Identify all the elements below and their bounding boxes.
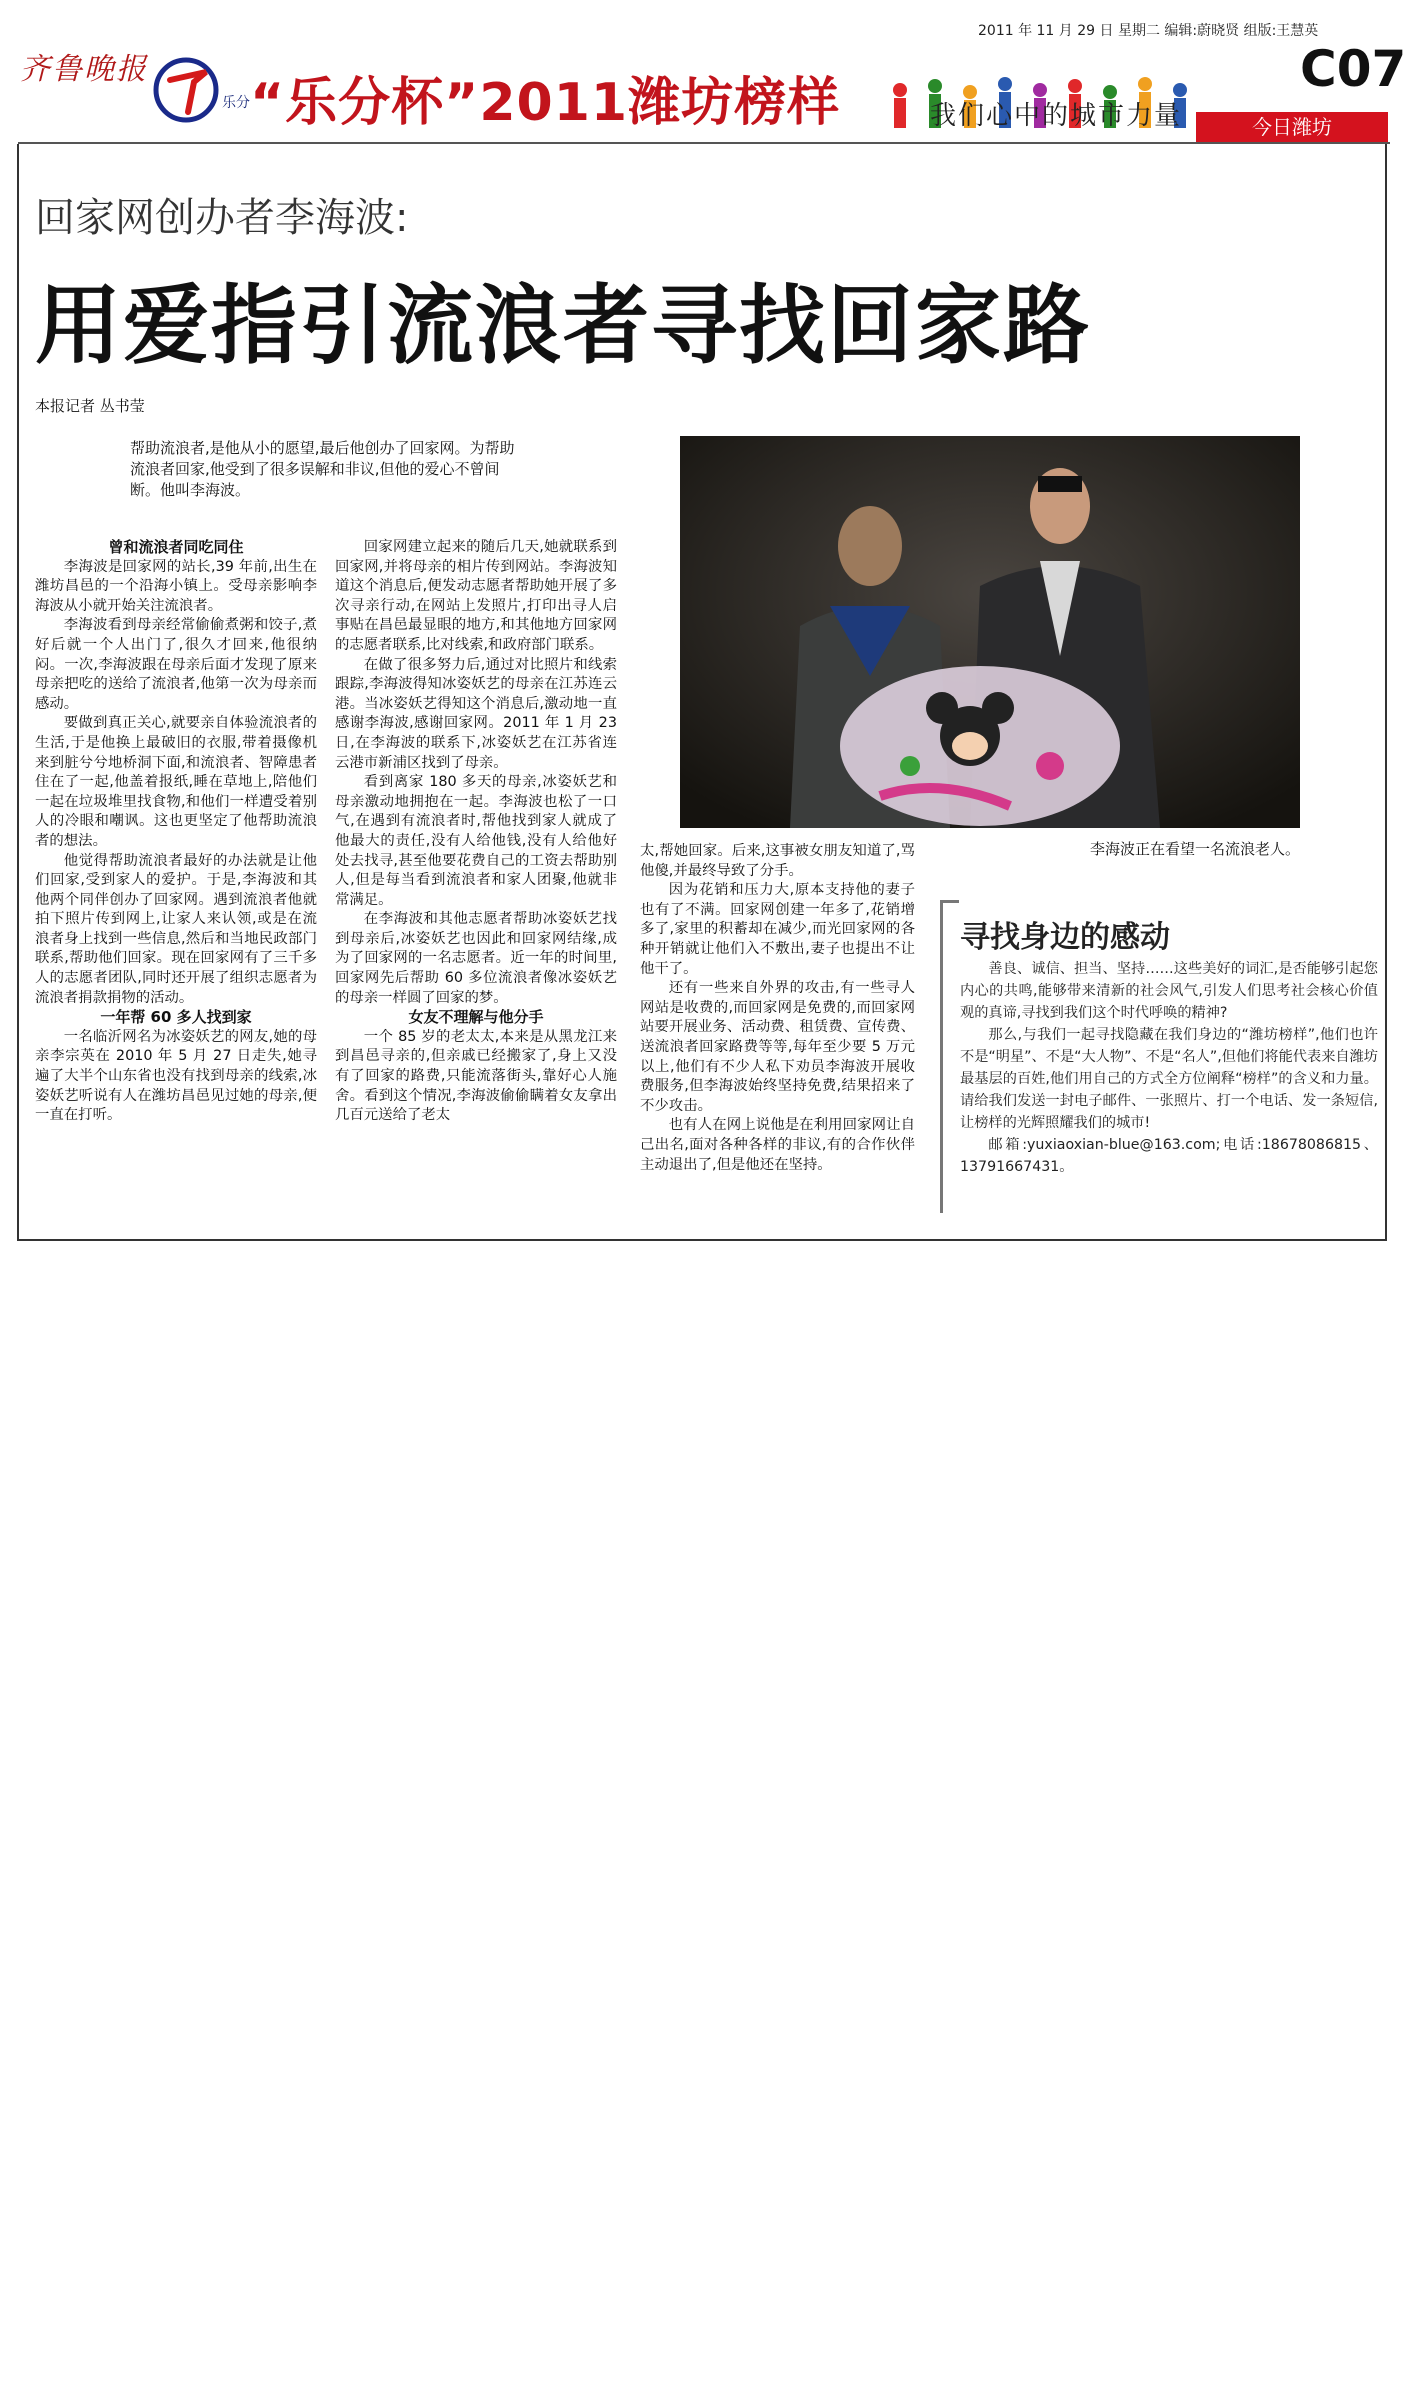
lead-paragraph: 帮助流浪者,是他从小的愿望,最后他创办了回家网。为帮助流浪者回家,他受到了很多误解和非议,但他的爱心不曾间断。他叫李海波。	[130, 439, 515, 499]
subheading: 曾和流浪者同吃同住	[108, 538, 244, 556]
article-column-3	[640, 842, 915, 1175]
paragraph: 那么,与我们一起寻找隐藏在我们身边的“潍坊榜样”,他们也许不是“明星”、不是“大人物”、不是“名人”,但他们将能代表来自潍坊最基层的百姓,他们用自己的方式全方位阐释“榜样”的含义和力量。请给我们发送一封电子邮件、一张照片、打一个电话、发一条短信,让榜样的光辉照耀我们的城市!	[960, 1027, 1378, 1131]
paragraph: 太,帮她回家。后来,这事被女朋友知道了,骂他傻,并最终导致了分手。	[640, 843, 915, 879]
paragraph: 他觉得帮助流浪者最好的办法就是让他们回家,受到家人的爱护。于是,李海波和其他两个同伴创办了回家网。遇到流浪者他就拍下照片传到网上,让家人来认领,或是在流浪者身上找到一些信息,然后和当地民政部门联系,帮助他们回家。现在回家网有了三千多人的志愿者团队,同时还开展了组织志愿者为流浪者捐款捐物的活动。	[35, 852, 317, 1006]
contact-info: 邮箱:yuxiaoxian-blue@163.com;电话:18678086815、13791667431。	[960, 1137, 1378, 1175]
kicker: 回家网创办者李海波:	[35, 195, 409, 241]
paragraph: 回家网建立起来的随后几天,她就联系到回家网,并将母亲的相片传到网站。李海波知道这个消息后,便发动志愿者帮助她开展了多次寻亲行动,在网站上发照片,打印出寻人启事贴在昌邑最显眼的地方,和其他地方回家网的志愿者联系,比对线索,和政府部门联系。	[335, 539, 617, 653]
dateline: 2011 年 11 月 29 日 星期二 编辑:蔚晓贤 组版:王慧英	[978, 23, 1319, 39]
paragraph: 李海波是回家网的站长,39 年前,出生在潍坊昌邑的一个沿海小镇上。受母亲影响李海波从小就开始关注流浪者。	[35, 558, 317, 614]
paragraph: 因为花销和压力大,原本支持他的妻子也有了不满。回家网创建一年多了,花销增多了,家里的积蓄却在减少,而光回家网的各种开销就让他们入不敷出,妻子也提出不让他干了。	[640, 882, 915, 977]
paragraph: 一个 85 岁的老太太,本来是从黑龙江来到昌邑寻亲的,但亲戚已经搬家了,身上又没有了回家的路费,只能流落街头,靠好心人施舍。看到这个情况,李海波偷偷瞒着女友拿出几百元送给了老太	[335, 1028, 617, 1124]
page-code: C07	[1300, 40, 1407, 98]
cup-title: “乐分杯”2011潍坊榜样	[250, 73, 841, 133]
sidebar-body	[960, 958, 1378, 1178]
article-column-2	[335, 538, 617, 1126]
masthead-logo: 齐鲁晚报	[20, 52, 148, 87]
sidebar-bracket	[940, 900, 959, 1213]
subheading: 一年帮 60 多人找到家	[100, 1008, 252, 1027]
sidebar-title: 寻找身边的感动	[960, 920, 1170, 955]
slogan: 我们心中的城市力量	[930, 101, 1183, 131]
sponsor-brand: 乐分	[222, 95, 250, 111]
sponsor-logo-icon	[148, 50, 233, 135]
paragraph: 善良、诚信、担当、坚持……这些美好的词汇,是否能够引起您内心的共鸣,能够带来清新的社会风气,引发人们思考社会核心价值观的真谛,寻找到我们这个时代呼唤的精神?	[960, 961, 1378, 1021]
paragraph: 李海波看到母亲经常偷偷煮粥和饺子,煮好后就一个人出门了,很久才回来,他很纳闷。一次,李海波跟在母亲后面才发现了原来母亲把吃的送给了流浪者,他第一次为母亲而感动。	[35, 617, 317, 712]
byline: 本报记者 丛书莹	[35, 397, 145, 415]
paragraph: 要做到真正关心,就要亲自体验流浪者的生活,于是他换上最破旧的衣服,带着摄像机来到脏兮兮地桥洞下面,和流浪者、智障患者住在了一起,他盖着报纸,睡在草地上,陪他们一起在垃圾堆里找食物,和他们一样遭受着别人的冷眼和嘲讽。这也更坚定了他帮助流浪者的想法。	[35, 715, 317, 849]
headline: 用爱指引流浪者寻找回家路	[35, 276, 1091, 376]
photo-caption: 李海波正在看望一名流浪老人。	[1090, 840, 1301, 858]
paragraph: 一名临沂网名为冰姿妖艺的网友,她的母亲李宗英在 2010 年 5 月 27 日走失,她寻遍了大半个山东省也没有找到母亲的线索,冰姿妖艺听说有人在潍坊昌邑见过她的母亲,便一直在打听。	[35, 1028, 317, 1124]
paragraph: 看到离家 180 多天的母亲,冰姿妖艺和母亲激动地拥抱在一起。李海波也松了一口气,在遇到有流浪者时,帮他找到家人就成了他最大的责任,没有人给他钱,没有人给他好处去找寻,甚至他要花费自己的工资去帮助别人,但是每当看到流浪者和家人团聚,他就非常满足。	[335, 774, 617, 908]
paragraph: 还有一些来自外界的攻击,有一些寻人网站是收费的,而回家网是免费的,而回家网站要开展业务、活动费、租赁费、宣传费、送流浪者回家路费等等,每年至少要 5 万元以上,他们有不少人私下劝员李海波开展收费服务,但李海波始终坚持免费,结果招来了不少攻击。	[640, 980, 915, 1114]
article-column-1	[35, 538, 317, 1126]
news-photo	[680, 436, 1300, 828]
section-tab: 今日潍坊	[1196, 112, 1388, 142]
paragraph: 在做了很多努力后,通过对比照片和线索跟踪,李海波得知冰姿妖艺的母亲在江苏连云港。当冰姿妖艺得知这个消息后,激动地一直感谢李海波,感谢回家网。2011 年 1 月 23 日,在李海波的联系下,冰姿妖艺在江苏省连云港市新浦区找到了母亲。	[335, 656, 617, 771]
paragraph: 在李海波和其他志愿者帮助冰姿妖艺找到母亲后,冰姿妖艺也因此和回家网结缘,成为了回家网的一名志愿者。近一年的时间里,回家网先后帮助 60 多位流浪者像冰姿妖艺的母亲一样圆了回家的梦。	[335, 911, 617, 1006]
subheading: 女友不理解与他分手	[408, 1008, 544, 1027]
paragraph: 也有人在网上说他是在利用回家网让自己出名,面对各种各样的非议,有的合作伙伴主动退出了,但是他还在坚持。	[640, 1117, 915, 1173]
